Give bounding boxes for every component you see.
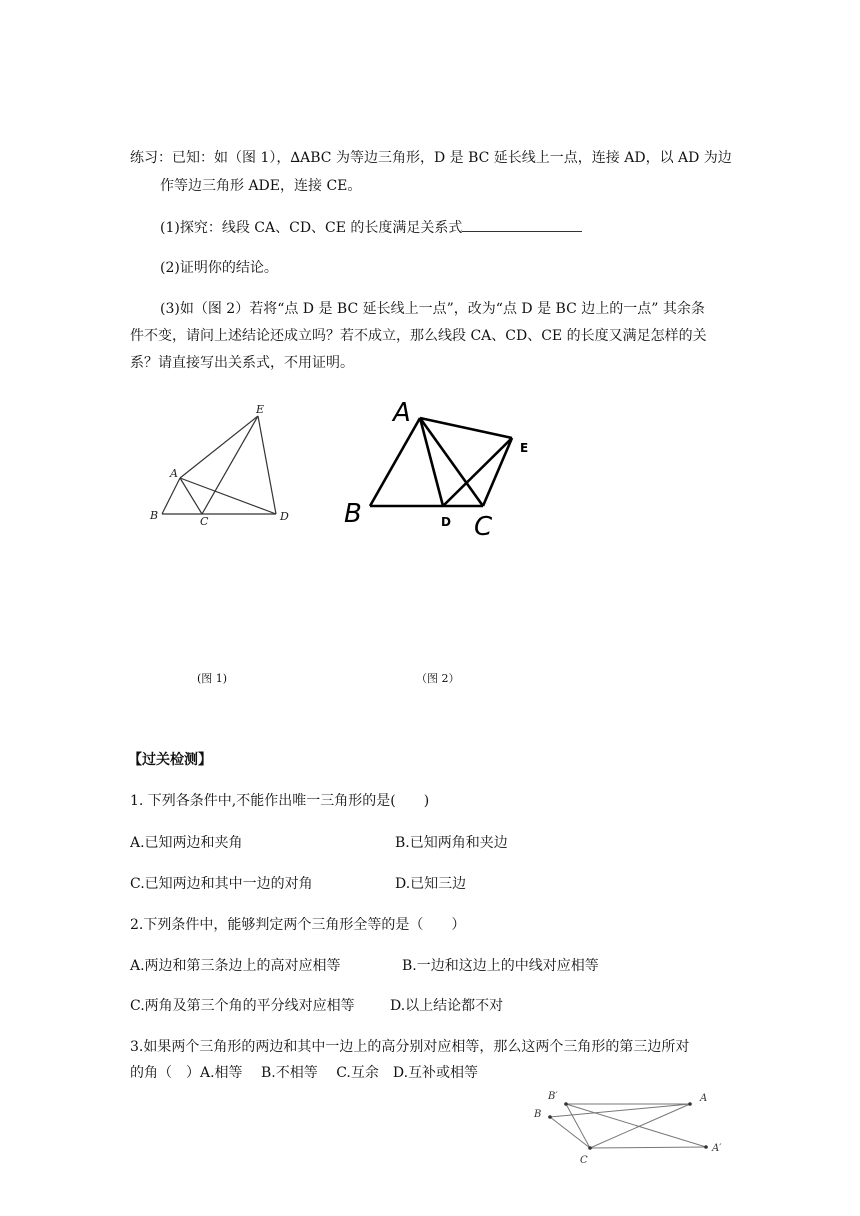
question-part-3-line-2: 件不变，请问上述结论还成立吗？若不成立，那么线段 CA、CD、CE 的长度又满足怎样的关 [130,328,707,344]
fig3-label-c: C [580,1155,588,1166]
question-part-2: (2)证明你的结论。 [160,260,278,276]
fig1-label-c: C [200,515,209,528]
question-part-3-line-3: 系？请直接写出关系式，不用证明。 [130,355,354,371]
fig1-label-a: A [170,467,178,480]
question-1-stem: 1. 下列各条件中,不能作出唯一三角形的是( ) [130,793,430,809]
fig1-label-b: B [150,509,159,522]
exercise-line-1: 练习：已知：如（图 1），∆ABC 为等边三角形，D 是 BC 延长线上一点，连接 AD，以 AD 为边 [130,150,732,166]
fig2-label-c: C [474,512,493,542]
question-2-option-a: A.两边和第三条边上的高对应相等 [130,958,341,974]
question-part-3-line-1: (3)如（图 2）若将“点 D 是 BC 延长线上一点”，改为“点 D 是 BC 边上的一点” 其余条 [160,301,705,317]
question-3-stem-line-1: 3.如果两个三角形的两边和其中一边上的高分别对应相等，那么这两个三角形的第三边所对 [130,1039,690,1055]
exercise-line-2: 作等边三角形 ADE，连接 CE。 [160,178,362,194]
fig2-label-b: B [344,499,362,529]
question-2-option-c: C.两角及第三个角的平分线对应相等 [130,998,355,1014]
figure-1-caption: (图 1) [197,672,228,685]
fig1-label-d: D [280,510,289,523]
question-part-1-text: (1)探究：线段 CA、CD、CE 的长度满足关系式 [160,220,463,236]
fig3-label-a: A [700,1093,708,1104]
fig3-label-b: B [534,1109,542,1120]
figure-2-caption: （图 2） [416,672,460,685]
fig1-label-e: E [256,403,265,416]
fig3-label-b-prime: B′ [548,1091,558,1102]
fig2-label-e: E [520,441,529,455]
question-2-option-d: D.以上结论都不对 [390,998,504,1014]
answer-blank [462,217,582,232]
fig2-label-d: D [441,515,451,529]
question-1-option-a: A.已知两边和夹角 [130,835,243,851]
section-title: 【过关检测】 [128,752,212,768]
question-1-option-d: D.已知三边 [395,876,467,892]
question-1-option-c: C.已知两边和其中一边的对角 [130,876,313,892]
question-2-option-b: B.一边和这边上的中线对应相等 [402,958,599,974]
question-part-1 [160,217,582,238]
question-2-stem: 2.下列条件中，能够判定两个三角形全等的是（ ） [130,917,466,933]
fig3-label-a-prime: A′ [712,1143,722,1154]
question-1-option-b: B.已知两角和夹边 [395,835,508,851]
question-3-stem-line-2: 的角（ ）A.相等 B.不相等 C.互余 D.互补或相等 [130,1065,479,1081]
fig2-label-a: A [393,398,411,428]
